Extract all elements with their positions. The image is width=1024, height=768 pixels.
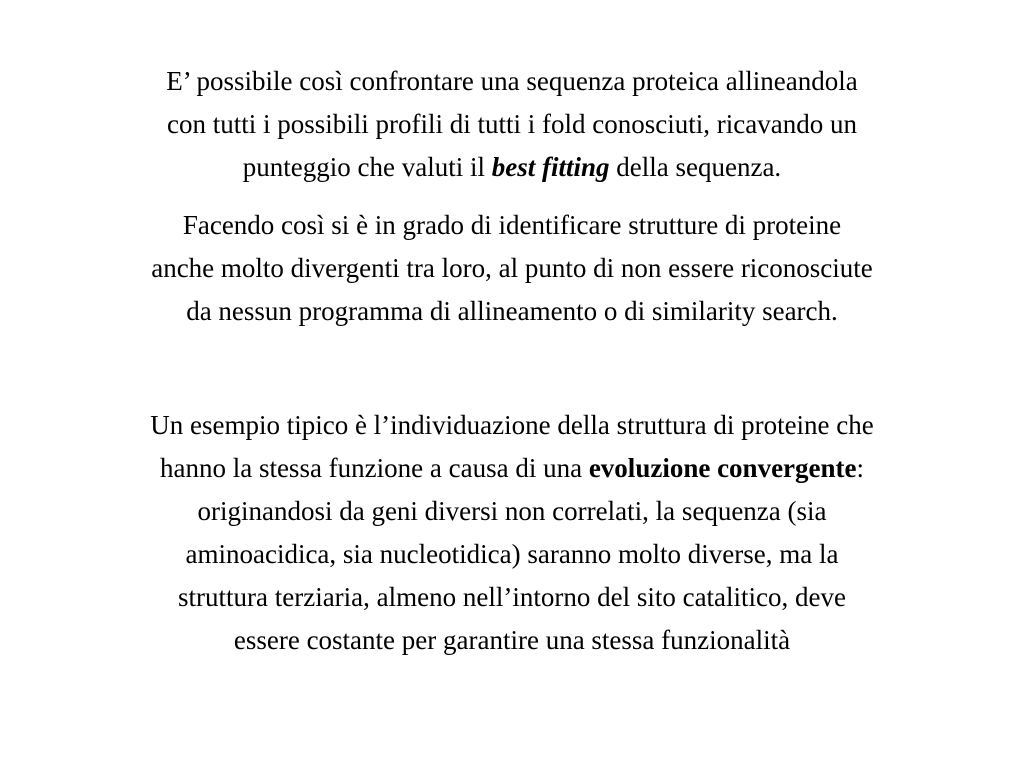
text-line: essere costante per garantire una stessa funzionalità: [233, 625, 791, 655]
bold-evoluzione-convergente: evoluzione convergente: [588, 453, 857, 483]
text-line: con tutti i possibili profili di tutti i fold conosciuti, ricavando un: [167, 109, 857, 139]
text-line: da nessun programma di allineamento o di similarity search.: [186, 296, 838, 326]
text-line: anche molto divergenti tra loro, al punto di non essere riconosciute: [151, 253, 873, 283]
paragraph-divergent-structures: [40, 204, 984, 333]
text-segment: punteggio che valuti il: [242, 152, 492, 182]
paragraph-profile-comparison: [40, 60, 984, 189]
text-line: Un esempio tipico è l’individuazione della struttura di proteine che: [150, 410, 874, 440]
emphasis-best-fitting: best fitting: [491, 152, 610, 182]
text-segment: hanno la stessa funzione a causa di una: [159, 453, 589, 483]
text-line: [40, 146, 984, 189]
paragraph-convergent-evolution: [40, 404, 984, 662]
text-segment: :: [856, 453, 865, 483]
text-line: E’ possibile così confrontare una sequenza proteica allineandola: [166, 66, 858, 96]
text-line: struttura terziaria, almeno nell’intorno del sito catalitico, deve: [178, 582, 846, 612]
text-line: Facendo così si è in grado di identificare strutture di proteine: [182, 210, 842, 240]
text-segment: della sequenza.: [609, 152, 782, 182]
text-line: originandosi da geni diversi non correlati, la sequenza (sia: [197, 496, 827, 526]
text-line: aminoacidica, sia nucleotidica) saranno molto diverse, ma la: [185, 539, 839, 569]
text-line: [40, 447, 984, 490]
